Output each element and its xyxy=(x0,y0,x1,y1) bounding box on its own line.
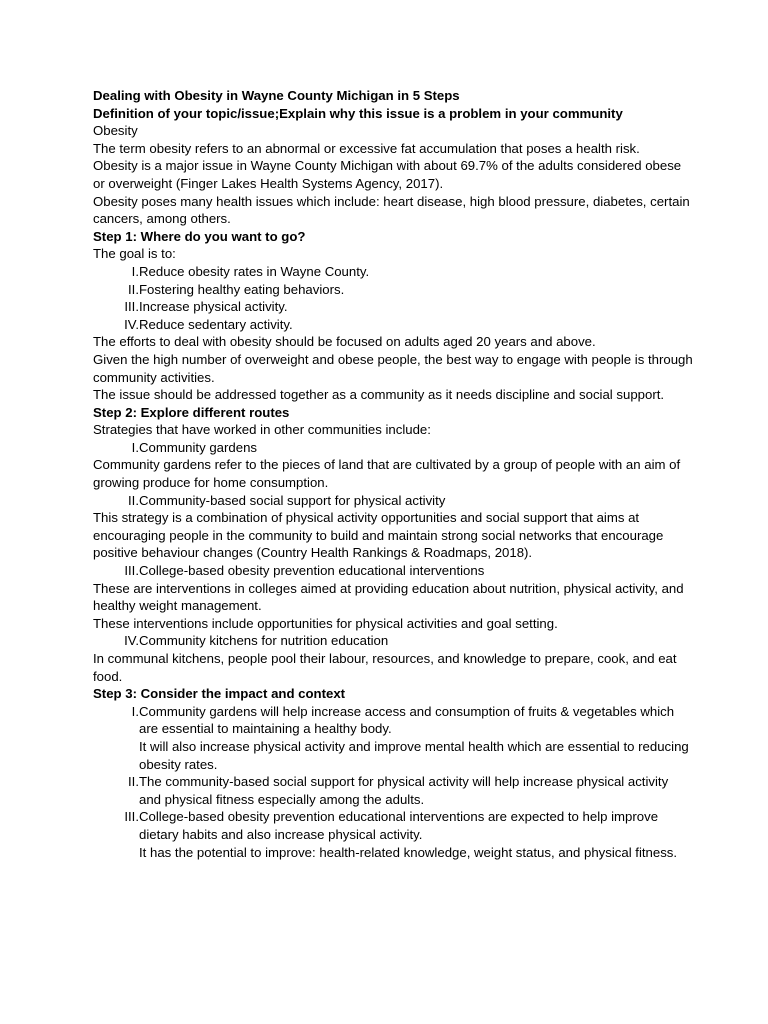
goal-text: Reduce sedentary activity. xyxy=(139,316,293,332)
list-number: III. xyxy=(124,299,139,315)
definition-heading: Definition of your topic/issue;Explain why this issue is a problem in your community xyxy=(93,105,623,121)
strategy-list-item xyxy=(93,562,693,580)
step1-intro: The goal is to: xyxy=(93,246,176,262)
topic-label: Obesity xyxy=(93,123,138,139)
step1-paragraph: Given the high number of overweight and obese people, the best way to engage with people is through community activities. xyxy=(93,351,693,385)
strategy-description: In communal kitchens, people pool their labour, resources, and knowledge to prepare, cook, and eat food. xyxy=(93,651,677,684)
strategy-description: These are interventions in colleges aimed at providing education about nutrition, physical activity, and healthy weight management. xyxy=(93,580,684,614)
impact-list-item xyxy=(93,703,693,773)
strategy-title: Community gardens xyxy=(139,439,258,455)
goal-text: Reduce obesity rates in Wayne County. xyxy=(139,263,370,279)
strategy-title: College-based obesity prevention educational interventions xyxy=(139,563,485,579)
step1-heading: Step 1: Where do you want to go? xyxy=(93,228,306,244)
goal-list-item xyxy=(93,298,693,316)
prevalence-paragraph: Obesity is a major issue in Wayne County Michigan with about 69.7% of the adults considered obese or overweight (Finger Lakes Health Systems Agency, 2017). xyxy=(93,158,682,191)
strategy-list-item xyxy=(93,439,693,457)
step3-heading: Step 3: Consider the impact and context xyxy=(93,686,346,702)
impact-text: The community-based social support for physical activity will help increase physical activity and physical fitness especially among the adults. xyxy=(139,774,669,807)
list-number: I. xyxy=(131,703,139,719)
step2-heading: Step 2: Explore different routes xyxy=(93,404,290,420)
definition-paragraph: The term obesity refers to an abnormal or excessive fat accumulation that poses a health risk. xyxy=(93,140,640,156)
goal-list-item xyxy=(93,263,693,281)
list-number: III. xyxy=(124,809,139,825)
strategy-description: These interventions include opportunities for physical activities and goal setting. xyxy=(93,615,558,631)
step2-intro: Strategies that have worked in other communities include: xyxy=(93,422,431,438)
health-issues-paragraph: Obesity poses many health issues which include: heart disease, high blood pressure, diabetes, certain cancers, among others. xyxy=(93,193,690,227)
impact-text: College-based obesity prevention educational interventions are expected to help improve dietary habits and also increase physical activity. xyxy=(139,809,659,842)
list-number: IV. xyxy=(124,633,139,649)
impact-list-item xyxy=(93,808,693,861)
goal-list-item xyxy=(93,316,693,334)
list-number: II. xyxy=(128,492,139,508)
step1-paragraph: The efforts to deal with obesity should be focused on adults aged 20 years and above. xyxy=(93,334,596,350)
goal-list-item xyxy=(93,281,693,299)
impact-list-item xyxy=(93,773,693,808)
strategy-description: This strategy is a combination of physical activity opportunities and social support that aims at encouraging people in the community to build and maintain strong social networks that encourage positive behaviour changes (Country Health Rankings & Roadmaps, 2018). xyxy=(93,510,664,561)
impact-text: It has the potential to improve: health-related knowledge, weight status, and physical fitness. xyxy=(139,844,678,860)
list-number: IV. xyxy=(124,316,139,332)
strategy-list-item xyxy=(93,492,693,510)
goal-text: Fostering healthy eating behaviors. xyxy=(139,281,345,297)
strategy-title: Community kitchens for nutrition education xyxy=(139,633,389,649)
strategy-list-item xyxy=(93,632,693,650)
strategy-description: Community gardens refer to the pieces of land that are cultivated by a group of people with an aim of growing produce for home consumption. xyxy=(93,457,681,491)
document-body xyxy=(93,87,693,861)
strategy-title: Community-based social support for physical activity xyxy=(139,492,446,508)
goal-text: Increase physical activity. xyxy=(139,299,288,315)
list-number: III. xyxy=(124,563,139,579)
list-number: II. xyxy=(128,774,139,790)
document-title: Dealing with Obesity in Wayne County Michigan in 5 Steps xyxy=(93,88,460,103)
impact-text: It will also increase physical activity and improve mental health which are essential to reducing obesity rates. xyxy=(139,738,689,772)
list-number: I. xyxy=(131,263,139,279)
step1-paragraph: The issue should be addressed together as a community as it needs discipline and social support. xyxy=(93,387,665,403)
list-number: I. xyxy=(131,439,139,455)
list-number: II. xyxy=(128,281,139,297)
impact-text: Community gardens will help increase access and consumption of fruits & vegetables which are essential to maintaining a healthy body. xyxy=(139,703,675,737)
